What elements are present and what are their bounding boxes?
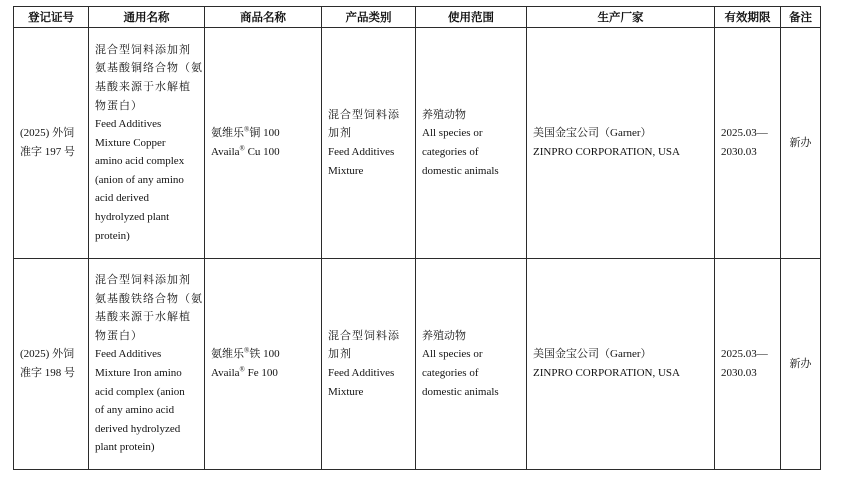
header-note: 备注 (781, 7, 821, 28)
trade-name-cn-suffix: 铁 100 (249, 348, 280, 361)
scope-line: categories of (422, 367, 479, 379)
validity-line: 2030.03 (721, 146, 757, 158)
manufacturer-line: ZINPRO CORPORATION, USA (533, 146, 680, 158)
trade-name-cn-text: 氨维乐 (211, 127, 244, 140)
validity-cell (715, 28, 781, 259)
category-line: 混合型饲料添 (328, 108, 400, 121)
header-validity: 有效期限 (715, 7, 781, 28)
validity-cell (715, 259, 781, 470)
generic-name-line: 物蛋白） (95, 329, 143, 342)
note-cell: 新办 (781, 259, 821, 470)
generic-name-line: 混合型饲料添加剂 (95, 43, 191, 56)
category-line: Feed Additives (328, 367, 395, 379)
registered-mark: ® (244, 125, 250, 134)
trade-name-cell (205, 259, 322, 470)
generic-name-line: 基酸来源于水解植 (95, 80, 191, 93)
header-scope: 使用范围 (416, 7, 527, 28)
trade-name-en-text: Availa (211, 146, 240, 158)
generic-name-line: derived hydrolyzed (95, 422, 181, 435)
category-line: Feed Additives (328, 146, 395, 158)
generic-name-line: Feed Additives (95, 348, 162, 361)
header-reg-no: 登记证号 (14, 7, 89, 28)
table-row (14, 28, 821, 259)
generic-name-line: plant protein) (95, 441, 155, 454)
generic-name-line: 氨基酸铜络合物（氨 (95, 62, 203, 75)
note-cell: 新办 (781, 28, 821, 259)
registered-mark: ® (244, 346, 250, 355)
trade-name-cell (205, 28, 322, 259)
category-line: 混合型饲料添 (328, 329, 400, 342)
trade-name-en-suffix: Cu 100 (244, 146, 280, 158)
reg-no-line: 准字 198 号 (20, 367, 75, 379)
validity-line: 2030.03 (721, 367, 757, 379)
generic-name-line: amino acid complex (95, 155, 185, 168)
trade-name-en (211, 364, 315, 383)
trade-name-en-suffix: Fe 100 (244, 367, 278, 379)
manufacturer-cell (527, 28, 715, 259)
category-line: Mixture (328, 164, 364, 177)
generic-name-line: 混合型饲料添加剂 (95, 274, 191, 287)
generic-name-cell (89, 259, 205, 470)
registered-mark: ® (239, 365, 245, 374)
scope-line: domestic animals (422, 164, 499, 177)
reg-no-cell (14, 259, 89, 470)
validity-line: 2025.03— (721, 127, 768, 140)
scope-line: domestic animals (422, 385, 499, 398)
generic-name-line: protein) (95, 229, 130, 242)
trade-name-en-text: Availa (211, 367, 240, 379)
header-category: 产品类别 (322, 7, 416, 28)
generic-name-line: Feed Additives (95, 118, 162, 131)
generic-name-cell (89, 28, 205, 259)
manufacturer-line: 美国金宝公司（Garner） (533, 348, 652, 361)
scope-line: 养殖动物 (422, 329, 466, 342)
reg-no-cell (14, 28, 89, 259)
generic-name-line: (anion of any amino (95, 173, 184, 186)
generic-name-line: Mixture Copper (95, 136, 166, 149)
trade-name-en (211, 143, 315, 162)
registration-table (13, 6, 821, 470)
trade-name-cn-suffix: 铜 100 (249, 127, 280, 140)
category-line: 加剂 (328, 127, 352, 140)
trade-name-cn (211, 124, 315, 143)
category-cell (322, 28, 416, 259)
generic-name-line: 物蛋白） (95, 99, 143, 112)
manufacturer-line: ZINPRO CORPORATION, USA (533, 367, 680, 379)
scope-line: All species or (422, 348, 483, 361)
trade-name-cn-text: 氨维乐 (211, 348, 244, 361)
scope-line: categories of (422, 146, 479, 158)
category-line: Mixture (328, 385, 364, 398)
reg-no-line: (2025) 外饲 (20, 127, 75, 140)
category-line: 加剂 (328, 348, 352, 361)
trade-name-cn (211, 345, 315, 364)
header-row (14, 7, 821, 28)
generic-name-line: acid complex (anion (95, 385, 185, 398)
generic-name-line: acid derived (95, 192, 150, 205)
table-row (14, 259, 821, 470)
manufacturer-line: 美国金宝公司（Garner） (533, 127, 652, 140)
header-generic-name: 通用名称 (89, 7, 205, 28)
reg-no-line: (2025) 外饲 (20, 348, 75, 361)
registered-mark: ® (239, 144, 245, 153)
reg-no-line: 准字 197 号 (20, 146, 75, 158)
generic-name-line: of any amino acid (95, 404, 175, 417)
generic-name-line: 基酸来源于水解植 (95, 311, 191, 324)
generic-name-line: Mixture Iron amino (95, 367, 182, 379)
manufacturer-cell (527, 259, 715, 470)
category-cell (322, 259, 416, 470)
scope-line: 养殖动物 (422, 108, 466, 121)
validity-line: 2025.03— (721, 348, 768, 361)
header-trade-name: 商品名称 (205, 7, 322, 28)
scope-cell (416, 28, 527, 259)
scope-line: All species or (422, 127, 483, 140)
scope-cell (416, 259, 527, 470)
generic-name-line: hydrolyzed plant (95, 211, 170, 224)
generic-name-line: 氨基酸铁络合物（氨 (95, 292, 203, 305)
header-manufacturer: 生产厂家 (527, 7, 715, 28)
